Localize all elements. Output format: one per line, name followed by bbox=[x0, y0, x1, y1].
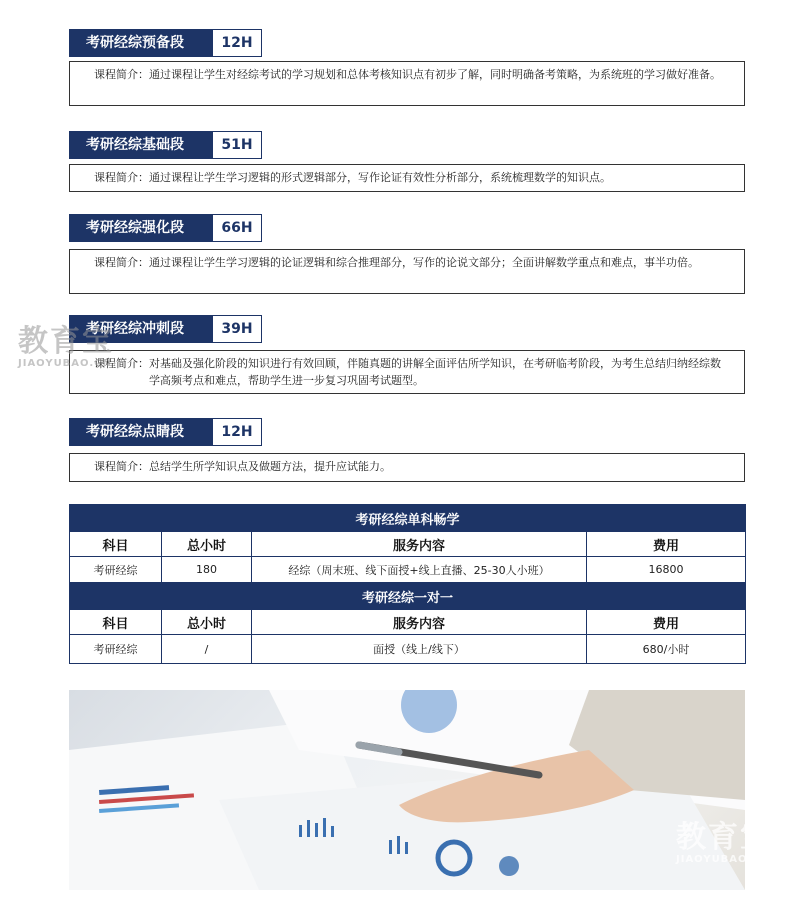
description-label: 课程简介： bbox=[94, 460, 149, 473]
watermark-logo: 教育宝 JIAOYUBAO.CN bbox=[18, 324, 114, 369]
section-title: 考研经综冲刺段 bbox=[69, 315, 213, 343]
table-band-title: 考研经综一对一 bbox=[70, 583, 746, 610]
table-band-row bbox=[70, 505, 746, 532]
cell-subject: 考研经综 bbox=[70, 635, 162, 664]
cell-fee: 680/小时 bbox=[587, 635, 746, 664]
table-row bbox=[70, 635, 746, 664]
section-prep bbox=[69, 29, 745, 106]
section-hours: 12H bbox=[213, 418, 262, 446]
table-band-row bbox=[70, 583, 746, 610]
description-label: 课程简介： bbox=[94, 171, 149, 184]
section-hours: 39H bbox=[213, 315, 262, 343]
section-title: 考研经综基础段 bbox=[69, 131, 213, 159]
header-subject: 科目 bbox=[70, 610, 162, 635]
header-hours: 总小时 bbox=[162, 532, 252, 557]
section-hours: 12H bbox=[213, 29, 262, 57]
section-title: 考研经综预备段 bbox=[69, 29, 213, 57]
description-text: 对基础及强化阶段的知识进行有效回顾，伴随真题的讲解全面评估所学知识，在考研临考阶段，为考生总结归纳经综数学高频考点和难点，帮助学生进一步复习巩固考试题型。 bbox=[149, 357, 721, 387]
pricing-table bbox=[69, 504, 746, 664]
photo-illustration bbox=[69, 690, 745, 890]
header-service: 服务内容 bbox=[252, 610, 587, 635]
table-header-row bbox=[70, 532, 746, 557]
section-description bbox=[69, 453, 745, 482]
description-label: 课程简介： bbox=[94, 357, 149, 370]
description-text: 总结学生所学知识点及做题方法，提升应试能力。 bbox=[149, 460, 391, 473]
header-service: 服务内容 bbox=[252, 532, 587, 557]
cell-service: 面授（线上/线下） bbox=[252, 635, 587, 664]
section-intensive bbox=[69, 214, 745, 294]
header-fee: 费用 bbox=[587, 610, 746, 635]
description-text: 通过课程让学生对经综考试的学习规划和总体考核知识点有初步了解，同时明确备考策略，为系统班的学习做好准备。 bbox=[149, 68, 721, 81]
section-basic bbox=[69, 131, 745, 192]
cell-hours: 180 bbox=[162, 557, 252, 583]
section-description bbox=[69, 61, 745, 106]
table-band-title: 考研经综单科畅学 bbox=[70, 505, 746, 532]
section-hours: 66H bbox=[213, 214, 262, 242]
description-text: 通过课程让学生学习逻辑的形式逻辑部分，写作论证有效性分析部分，系统梳理数学的知识点。 bbox=[149, 171, 611, 184]
cell-hours: / bbox=[162, 635, 252, 664]
table-header-row bbox=[70, 610, 746, 635]
table-row bbox=[70, 557, 746, 583]
header-subject: 科目 bbox=[70, 532, 162, 557]
section-sprint bbox=[69, 315, 745, 394]
header-fee: 费用 bbox=[587, 532, 746, 557]
section-title: 考研经综点睛段 bbox=[69, 418, 213, 446]
cell-subject: 考研经综 bbox=[70, 557, 162, 583]
section-final bbox=[69, 418, 745, 482]
study-photo bbox=[69, 690, 745, 890]
section-title: 考研经综强化段 bbox=[69, 214, 213, 242]
cell-fee: 16800 bbox=[587, 557, 746, 583]
section-description bbox=[69, 164, 745, 192]
watermark-logo: 教育宝 JIAOYUBAO.CN bbox=[676, 820, 772, 865]
section-description bbox=[69, 249, 745, 294]
cell-service: 经综（周末班、线下面授+线上直播、25-30人小班） bbox=[252, 557, 587, 583]
description-label: 课程简介： bbox=[94, 256, 149, 269]
description-label: 课程简介： bbox=[94, 68, 149, 81]
description-text: 通过课程让学生学习逻辑的论证逻辑和综合推理部分，写作的论说文部分；全面讲解数学重点和难点，事半功倍。 bbox=[149, 256, 699, 269]
section-hours: 51H bbox=[213, 131, 262, 159]
section-description bbox=[69, 350, 745, 394]
dot-icon bbox=[499, 856, 519, 876]
header-hours: 总小时 bbox=[162, 610, 252, 635]
